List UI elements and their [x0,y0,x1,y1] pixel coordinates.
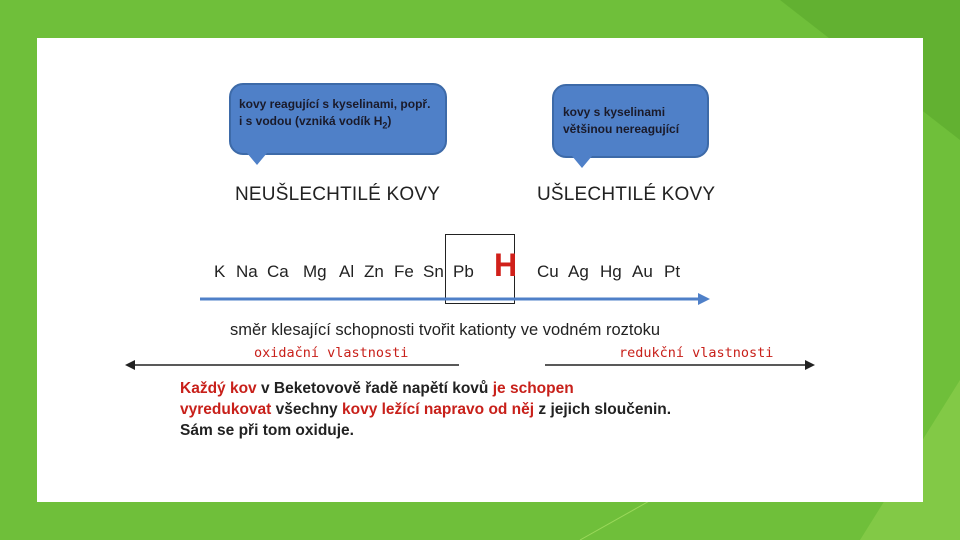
callout-noble-line2: většinou nereagující [563,122,680,136]
metal-symbol: Pt [664,262,681,281]
callout-bubble-noble [552,84,709,158]
statement-phrase: z jejich sloučenin. [534,401,672,418]
metal-symbol: Mg [303,262,327,281]
statement-phrase: je schopen [492,380,574,397]
callout-tail-right [572,156,592,168]
metal-symbol: Ca [267,262,289,281]
direction-caption: směr klesající schopnosti tvořit kationty ve vodném roztoku [230,321,661,339]
oxidation-arrow-left [125,360,459,370]
metal-symbol: Pb [453,262,474,281]
metal-symbol: Na [236,262,258,281]
callout-bubble-ignoble [229,83,447,155]
statement-text [180,378,671,441]
statement-phrase: v Beketovově řadě napětí kovů [256,380,493,397]
metal-symbol: Hg [600,262,622,281]
metal-symbol: Cu [537,262,559,281]
callout-noble-line1: kovy s kyselinami [563,105,666,119]
metal-symbol: Sn [423,262,444,281]
callout-tail-left [247,153,267,165]
statement-phrase: vyredukovat [180,401,272,418]
statement-phrase: Sám se při tom oxiduje. [180,422,354,439]
slide-canvas [37,38,923,502]
statement-phrase: kovy ležící napravo od něj [341,401,535,418]
metal-symbol: Au [632,262,653,281]
statement-line-3 [180,420,671,441]
hydrogen-symbol: H [494,247,518,283]
series-direction-arrow [200,293,712,305]
statement-phrase: všechny [271,401,342,418]
metal-symbol: Ag [568,262,589,281]
metal-symbol: Al [339,262,355,281]
reduction-properties-label: redukční vlastnosti [619,345,774,361]
callout-ignoble-line1: kovy reagující s kyselinami, popř. [239,97,431,111]
statement-phrase: Každý kov [180,380,257,397]
metal-symbol: K [214,262,226,281]
reduction-arrow-right [545,360,815,370]
statement-line-2 [180,399,671,420]
callout-ignoble-line2: i s vodou (vzniká vodík $H_2$) [239,114,392,131]
heading-noble-metals: UŠLECHTILÉ KOVY [537,184,716,205]
metal-symbol: Zn [364,262,384,281]
heading-ignoble-metals: NEUŠLECHTILÉ KOVY [235,184,441,205]
oxidation-properties-label: oxidační vlastnosti [254,345,409,361]
metal-symbol: Fe [394,262,414,281]
statement-line-1 [180,378,671,399]
